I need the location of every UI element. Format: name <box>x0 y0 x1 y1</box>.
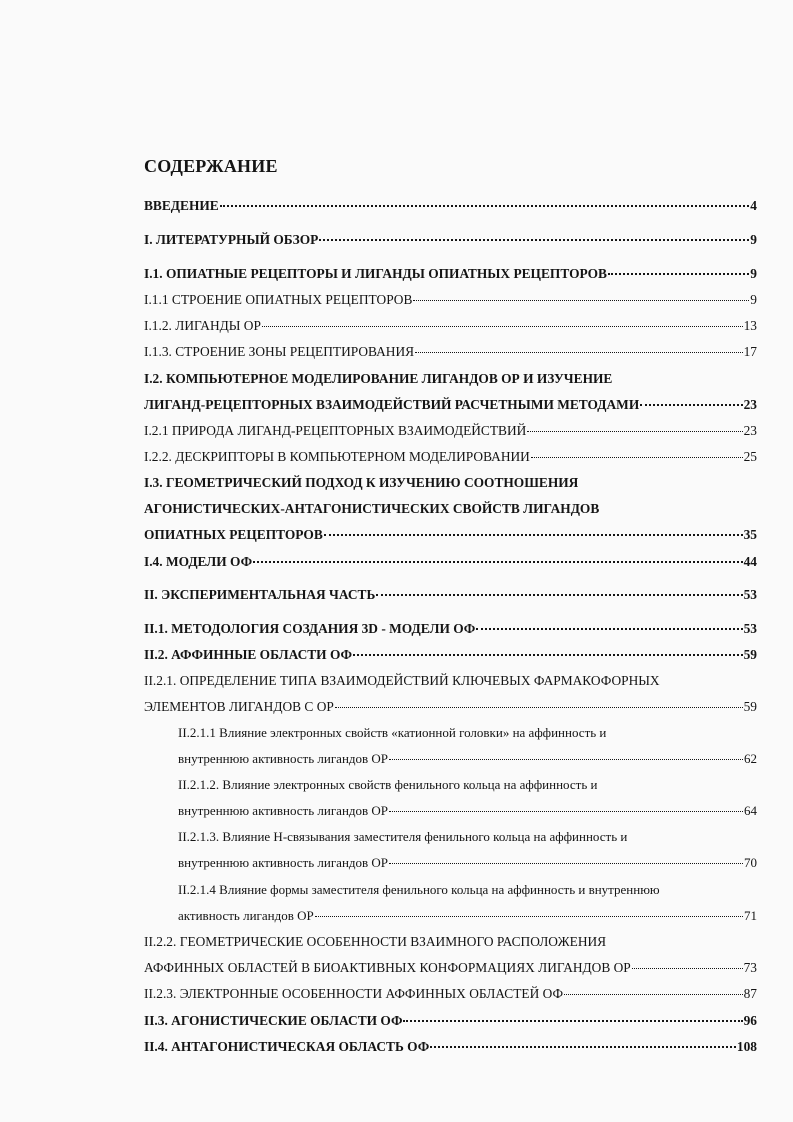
toc-entry <box>144 1038 757 1056</box>
toc-entry <box>144 265 757 283</box>
toc-entry <box>144 197 757 215</box>
toc-entry-text: АФФИННЫХ ОБЛАСТЕЙ В БИОАКТИВНЫХ КОНФОРМАЦИЯХ ЛИГАНДОВ ОР <box>144 960 631 975</box>
toc-page-number: 108 <box>736 1039 757 1054</box>
toc-page-number: 9 <box>750 232 757 247</box>
toc-entry-text: АГОНИСТИЧЕСКИХ-АНТАГОНИСТИЧЕСКИХ СВОЙСТВ ЛИГАНДОВ <box>144 501 600 516</box>
dot-leader <box>608 273 749 275</box>
toc-page-number: 71 <box>744 908 757 923</box>
dot-leader <box>253 561 742 563</box>
toc-entry <box>178 802 757 820</box>
toc-entry-text: внутреннюю активность лигандов ОР <box>178 855 389 870</box>
toc-entry-text: II.2. АФФИННЫЕ ОБЛАСТИ ОФ <box>144 647 353 662</box>
dot-leader <box>430 1046 736 1048</box>
toc-entry <box>144 620 757 638</box>
toc-entry <box>178 907 757 925</box>
dot-leader <box>319 239 749 241</box>
toc-entry-text: ЭЛЕМЕНТОВ ЛИГАНДОВ С ОР <box>144 699 334 714</box>
toc-entry-text: I.2.1 ПРИРОДА ЛИГАНД-РЕЦЕПТОРНЫХ ВЗАИМОДЕЙСТВИЙ <box>144 423 527 438</box>
toc-page-number: 64 <box>744 803 757 818</box>
toc-entry-text: II.3. АГОНИСТИЧЕСКИЕ ОБЛАСТИ ОФ <box>144 1013 403 1028</box>
dot-leader <box>403 1020 742 1022</box>
toc-entry <box>178 881 757 899</box>
dot-leader <box>376 594 742 596</box>
toc-entry <box>178 828 757 846</box>
dot-leader <box>415 352 743 353</box>
toc-entry-text: II.2.1.2. Влияние электронных свойств фенильного кольца на аффинность и <box>178 777 598 792</box>
toc-page-number: 59 <box>743 699 757 714</box>
toc-entry-text: II.2.1.3. Влияние Н-связывания заместителя фенильного кольца на аффинность и <box>178 829 628 844</box>
toc-page-number: 53 <box>743 587 757 602</box>
toc-page-number: 25 <box>743 449 757 464</box>
toc-page-number: 96 <box>743 1013 757 1028</box>
toc-entry-text: II.1. МЕТОДОЛОГИЯ СОЗДАНИЯ 3D - МОДЕЛИ ОФ <box>144 621 476 636</box>
toc-entry-text: внутреннюю активность лигандов ОР <box>178 751 389 766</box>
toc-entry <box>144 448 757 466</box>
toc-entry-text: I.2.2. ДЕСКРИПТОРЫ В КОМПЬЮТЕРНОМ МОДЕЛИРОВАНИИ <box>144 449 530 464</box>
dot-leader <box>353 654 743 656</box>
dot-leader <box>640 404 742 406</box>
dot-leader <box>389 863 743 864</box>
toc-page-number: 4 <box>750 198 757 213</box>
toc-page-number: 35 <box>743 527 757 542</box>
toc-page-number: 73 <box>743 960 757 975</box>
toc-page-number: 9 <box>750 292 757 307</box>
toc-entry <box>144 291 757 309</box>
toc-entry-text: I.2. КОМПЬЮТЕРНОЕ МОДЕЛИРОВАНИЕ ЛИГАНДОВ ОР И ИЗУЧЕНИЕ <box>144 371 613 386</box>
dot-leader <box>324 534 743 536</box>
toc-entry <box>144 985 757 1003</box>
toc-page-number: 87 <box>743 986 757 1001</box>
toc-entry-text: I.3. ГЕОМЕТРИЧЕСКИЙ ПОДХОД К ИЗУЧЕНИЮ СООТНОШЕНИЯ <box>144 475 579 490</box>
toc-title: СОДЕРЖАНИЕ <box>144 156 278 176</box>
dot-leader <box>527 431 742 432</box>
toc-entry-text: II.2.1. ОПРЕДЕЛЕНИЕ ТИПА ВЗАИМОДЕЙСТВИЙ КЛЮЧЕВЫХ ФАРМАКОФОРНЫХ <box>144 673 660 688</box>
toc-entry <box>144 672 757 690</box>
toc-entry <box>144 474 757 492</box>
toc-entry-text: внутреннюю активность лигандов ОР <box>178 803 389 818</box>
toc-entry <box>144 396 757 414</box>
toc-entry <box>178 750 757 768</box>
dot-leader <box>476 628 742 630</box>
toc-entry <box>144 343 757 361</box>
toc-page-number: 70 <box>744 855 757 870</box>
toc-entry-text: I. ЛИТЕРАТУРНЫЙ ОБЗОР <box>144 232 319 247</box>
toc-page-number: 9 <box>750 266 757 281</box>
dot-leader <box>220 205 750 207</box>
toc-entry <box>144 422 757 440</box>
toc-entry-text: I.1.1 СТРОЕНИЕ ОПИАТНЫХ РЕЦЕПТОРОВ <box>144 292 413 307</box>
toc-entry <box>144 646 757 664</box>
toc-entry <box>144 526 757 544</box>
dot-leader <box>531 457 743 458</box>
toc-entry-text: II.2.1.1 Влияние электронных свойств «катионной головки» на аффинность и <box>178 725 607 740</box>
dot-leader <box>413 300 749 301</box>
toc-page-number: 59 <box>743 647 757 662</box>
toc-entry-text: II.2.2. ГЕОМЕТРИЧЕСКИЕ ОСОБЕННОСТИ ВЗАИМНОГО РАСПОЛОЖЕНИЯ <box>144 934 607 949</box>
toc-entry-text: II. ЭКСПЕРИМЕНТАЛЬНАЯ ЧАСТЬ <box>144 587 376 602</box>
toc-entry-text: I.4. МОДЕЛИ ОФ <box>144 554 253 569</box>
toc-entry <box>144 553 757 571</box>
toc-entry <box>144 698 757 716</box>
toc-entry <box>144 370 757 388</box>
toc-entry <box>144 500 757 518</box>
toc-entry <box>144 231 757 249</box>
toc-page-number: 44 <box>743 554 757 569</box>
toc-entry-text: ВВЕДЕНИЕ <box>144 198 219 213</box>
dot-leader <box>632 968 743 969</box>
toc-entry <box>178 854 757 872</box>
dot-leader <box>335 707 743 708</box>
toc-page-number: 23 <box>743 397 757 412</box>
toc-page-number: 62 <box>744 751 757 766</box>
toc-entry <box>144 933 757 951</box>
toc-entry-text: ОПИАТНЫХ РЕЦЕПТОРОВ <box>144 527 323 542</box>
toc-page-number: 17 <box>743 344 757 359</box>
toc-entry-text: активность лигандов ОР <box>178 908 314 923</box>
toc-entry-text: II.2.3. ЭЛЕКТРОННЫЕ ОСОБЕННОСТИ АФФИННЫХ ОБЛАСТЕЙ ОФ <box>144 986 564 1001</box>
toc-entry <box>144 317 757 335</box>
dot-leader <box>389 759 743 760</box>
toc-entry-text: I.1. ОПИАТНЫЕ РЕЦЕПТОРЫ И ЛИГАНДЫ ОПИАТНЫХ РЕЦЕПТОРОВ <box>144 266 607 281</box>
toc-entry-text: ЛИГАНД-РЕЦЕПТОРНЫХ ВЗАИМОДЕЙСТВИЙ РАСЧЕТНЫМИ МЕТОДАМИ <box>144 397 640 412</box>
toc-entry-text: I.1.3. СТРОЕНИЕ ЗОНЫ РЕЦЕПТИРОВАНИЯ <box>144 344 415 359</box>
toc-entry <box>144 1012 757 1030</box>
toc-entry-text: I.1.2. ЛИГАНДЫ ОР <box>144 318 261 333</box>
toc-entry <box>144 586 757 604</box>
toc-page-number: 53 <box>743 621 757 636</box>
toc-page-number: 13 <box>743 318 757 333</box>
toc-entry <box>178 776 757 794</box>
toc-entry <box>178 724 757 742</box>
toc-entry-text: II.2.1.4 Влияние формы заместителя фенильного кольца на аффинность и внутреннюю <box>178 882 660 897</box>
dot-leader <box>389 811 743 812</box>
toc-entry <box>144 959 757 977</box>
toc-entry-text: II.4. АНТАГОНИСТИЧЕСКАЯ ОБЛАСТЬ ОФ <box>144 1039 430 1054</box>
dot-leader <box>564 994 743 995</box>
dot-leader <box>315 916 743 917</box>
toc-page-number: 23 <box>743 423 757 438</box>
dot-leader <box>262 326 743 327</box>
